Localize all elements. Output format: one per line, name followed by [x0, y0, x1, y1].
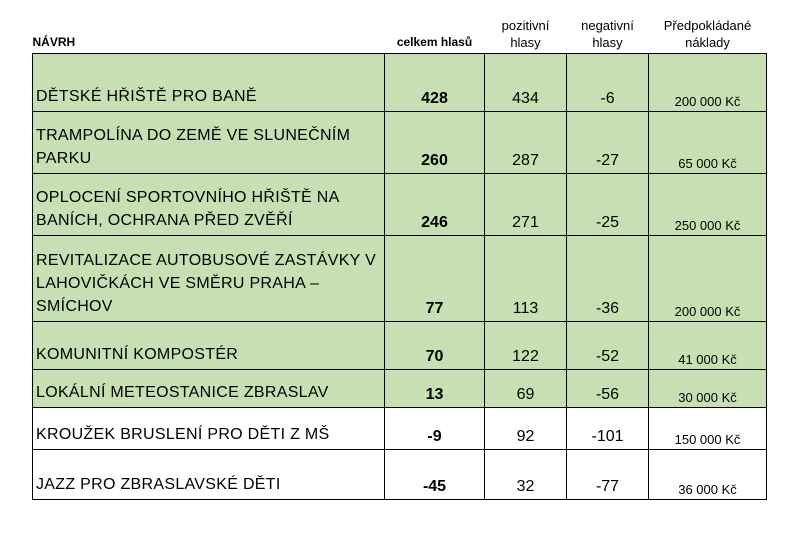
- total-votes: 77: [385, 235, 485, 321]
- table-body: [33, 53, 767, 499]
- header-negative: negativní hlasy: [581, 17, 634, 50]
- positive-votes: 92: [485, 407, 567, 449]
- estimated-cost: 200 000 Kč: [649, 53, 767, 111]
- header-name: NÁVRH: [32, 34, 76, 49]
- header-positive: pozitivní hlasy: [501, 17, 550, 50]
- estimated-cost: 41 000 Kč: [649, 321, 767, 369]
- total-votes: 13: [385, 369, 485, 407]
- negative-votes: -56: [567, 369, 649, 407]
- positive-votes: 271: [485, 173, 567, 235]
- estimated-cost: 250 000 Kč: [649, 173, 767, 235]
- total-votes: 246: [385, 173, 485, 235]
- table-row: [33, 369, 767, 407]
- positive-votes: 69: [485, 369, 567, 407]
- proposal-name: DĚTSKÉ HŘIŠTĚ PRO BANĚ: [33, 53, 385, 111]
- negative-votes: -27: [567, 111, 649, 173]
- table-row: [33, 235, 767, 321]
- proposal-name: JAZZ PRO ZBRASLAVSKÉ DĚTI: [33, 449, 385, 499]
- estimated-cost: 150 000 Kč: [649, 407, 767, 449]
- positive-votes: 434: [485, 53, 567, 111]
- estimated-cost: 65 000 Kč: [649, 111, 767, 173]
- negative-votes: -52: [567, 321, 649, 369]
- estimated-cost: 200 000 Kč: [649, 235, 767, 321]
- table-row: [33, 449, 767, 499]
- total-votes: -9: [385, 407, 485, 449]
- negative-votes: -25: [567, 173, 649, 235]
- proposal-name: KROUŽEK BRUSLENÍ PRO DĚTI Z MŠ: [33, 407, 385, 449]
- table-row: [33, 173, 767, 235]
- positive-votes: 122: [485, 321, 567, 369]
- negative-votes: -101: [567, 407, 649, 449]
- total-votes: 70: [385, 321, 485, 369]
- proposal-name: OPLOCENÍ SPORTOVNÍHO HŘIŠTĚ NA BANÍCH, OCHRANA PŘED ZVĚŘÍ: [33, 173, 385, 235]
- proposal-name: KOMUNITNÍ KOMPOSTÉR: [33, 321, 385, 369]
- total-votes: -45: [385, 449, 485, 499]
- header-total: celkem hlasů: [396, 34, 473, 49]
- total-votes: 428: [385, 53, 485, 111]
- table-row: [33, 321, 767, 369]
- votes-table: [32, 10, 767, 500]
- negative-votes: -77: [567, 449, 649, 499]
- estimated-cost: 36 000 Kč: [649, 449, 767, 499]
- positive-votes: 287: [485, 111, 567, 173]
- total-votes: 260: [385, 111, 485, 173]
- proposal-name: LOKÁLNÍ METEOSTANICE ZBRASLAV: [33, 369, 385, 407]
- positive-votes: 113: [485, 235, 567, 321]
- header-row: [33, 10, 767, 53]
- negative-votes: -6: [567, 53, 649, 111]
- estimated-cost: 30 000 Kč: [649, 369, 767, 407]
- proposal-name: TRAMPOLÍNA DO ZEMĚ VE SLUNEČNÍM PARKU: [33, 111, 385, 173]
- negative-votes: -36: [567, 235, 649, 321]
- proposal-name: REVITALIZACE AUTOBUSOVÉ ZASTÁVKY V LAHOVIČKÁCH VE SMĚRU PRAHA – SMÍCHOV: [33, 235, 385, 321]
- table-row: [33, 111, 767, 173]
- table-row: [33, 53, 767, 111]
- positive-votes: 32: [485, 449, 567, 499]
- header-cost: Předpokládané náklady: [663, 17, 752, 50]
- table-row: [33, 407, 767, 449]
